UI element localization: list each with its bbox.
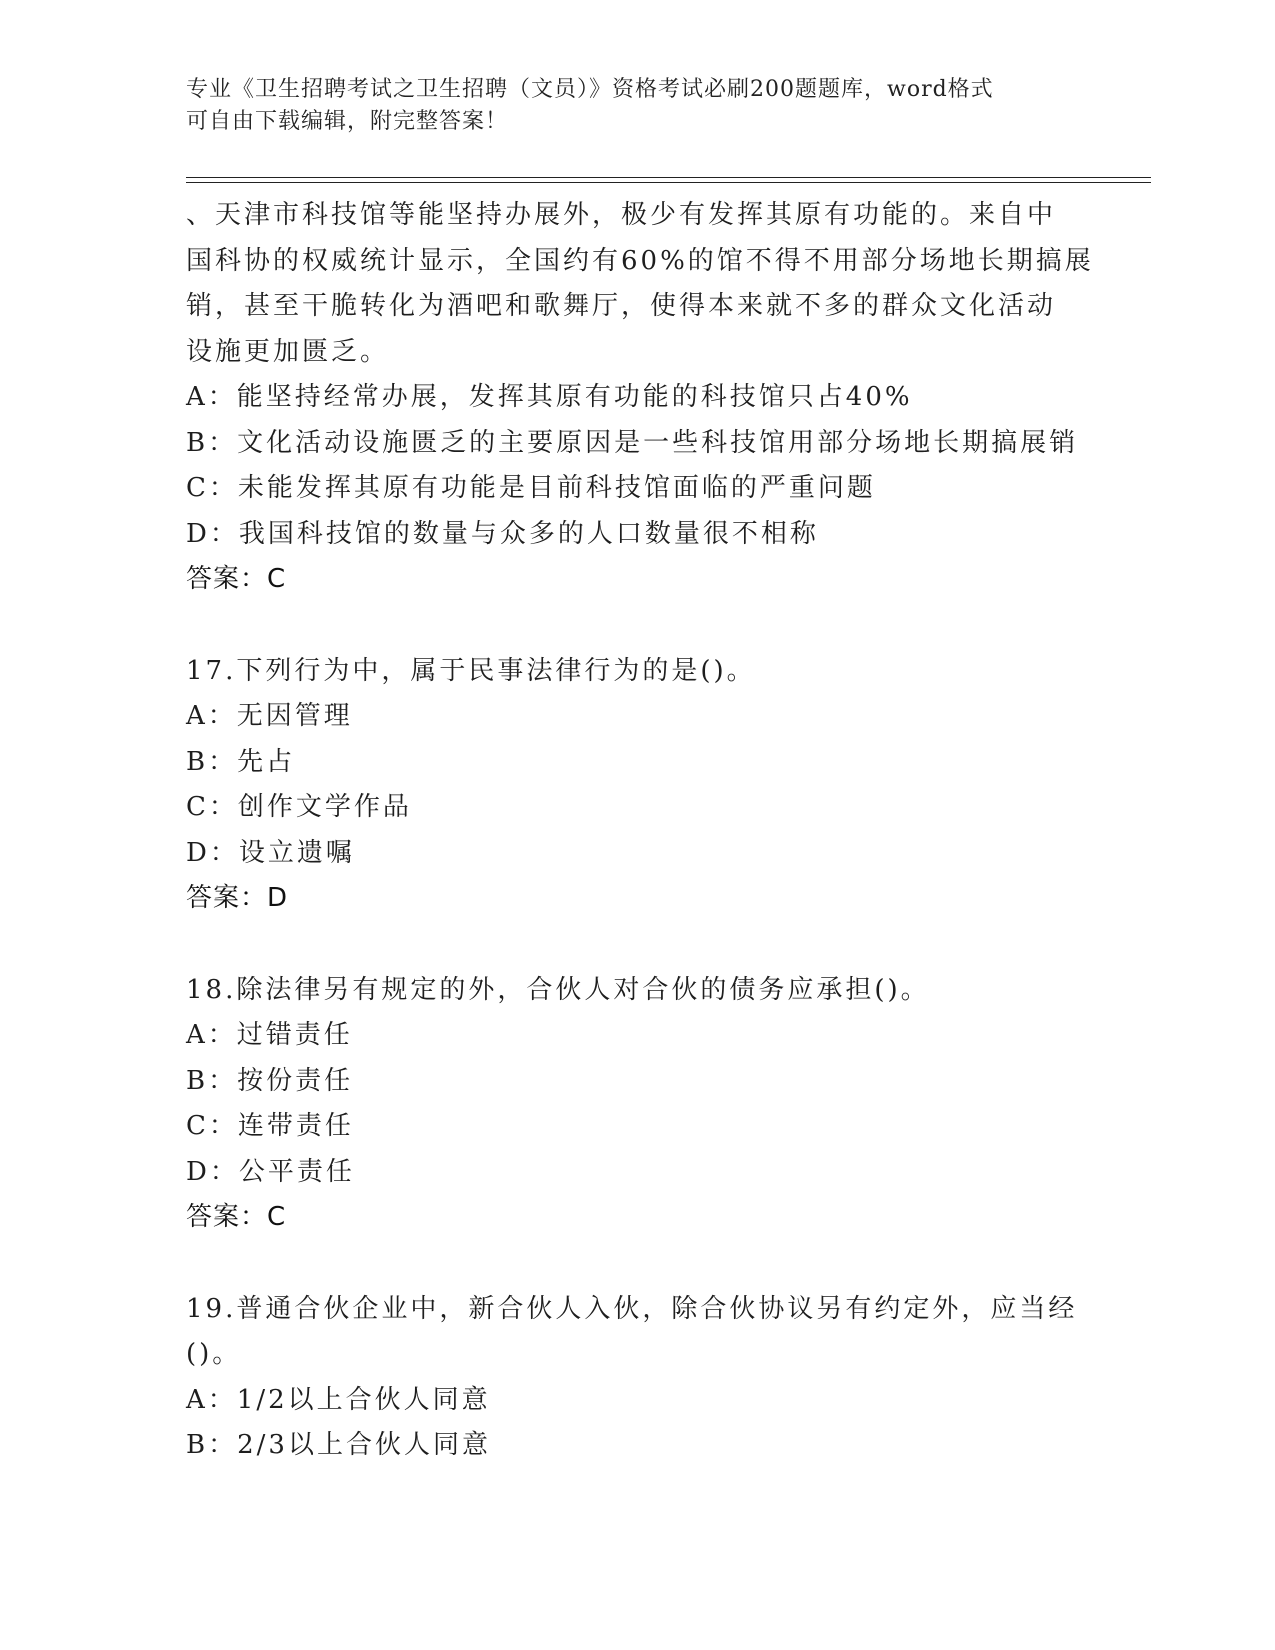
answer-line: 答案：C (186, 564, 287, 594)
header-title-line-2: 可自由下载编辑，附完整答案！ (186, 109, 509, 134)
option-b: B：文化活动设施匮乏的主要原因是一些科技馆用部分场地长期搞展销 (186, 427, 1079, 458)
question-text-continued: ()。 (186, 1339, 242, 1369)
option-b: B：2/3以上合伙人同意 (186, 1430, 491, 1460)
option-d: D：公平责任 (186, 1156, 355, 1187)
option-c: C：未能发挥其原有功能是目前科技馆面临的严重问题 (186, 473, 876, 503)
document-header (186, 74, 1086, 138)
option-a: A：能坚持经常办展，发挥其原有功能的科技馆只占40% (186, 382, 913, 412)
document-body (186, 193, 1151, 1469)
passage-line: 、天津市科技馆等能坚持办展外，极少有发挥其原有功能的。来自中 (186, 200, 1057, 230)
passage-line: 设施更加匮乏。 (186, 336, 390, 367)
option-b: B：按份责任 (186, 1065, 354, 1096)
option-a: A：1/2以上合伙人同意 (186, 1384, 491, 1415)
passage-line: 国科协的权威统计显示，全国约有60%的馆不得不用部分场地长期搞展 (186, 245, 1094, 276)
passage-line: 销，甚至干脆转化为酒吧和歌舞厅，使得本来就不多的群众文化活动 (186, 291, 1057, 321)
question-text: 17.下列行为中，属于民事法律行为的是()。 (186, 655, 756, 686)
question-18-block (186, 968, 1151, 1241)
question-17-block (186, 649, 1151, 922)
option-a: A：无因管理 (186, 701, 353, 731)
option-d: D：设立遗嘱 (186, 837, 355, 868)
option-c: C：创作文学作品 (186, 792, 412, 822)
header-rule-top (186, 177, 1151, 178)
question-16-block (186, 193, 1151, 603)
spacer (186, 922, 1151, 968)
option-b: B：先占 (186, 746, 296, 777)
question-text: 19.普通合伙企业中，新合伙人入伙，除合伙协议另有约定外，应当经 (186, 1293, 1078, 1324)
option-c: C：连带责任 (186, 1111, 354, 1141)
answer-line: 答案：C (186, 1202, 287, 1232)
answer-line: 答案：D (186, 883, 289, 913)
header-rule-bottom (186, 182, 1151, 183)
spacer (186, 1241, 1151, 1287)
header-title-line-1: 专业《卫生招聘考试之卫生招聘（文员）》资格考试必刷200题题库，word格式 (186, 77, 994, 102)
question-19-block (186, 1287, 1151, 1469)
spacer (186, 603, 1151, 649)
option-a: A：过错责任 (186, 1020, 353, 1050)
option-d: D：我国科技馆的数量与众多的人口数量很不相称 (186, 518, 819, 549)
question-text: 18.除法律另有规定的外，合伙人对合伙的债务应承担()。 (186, 974, 930, 1005)
